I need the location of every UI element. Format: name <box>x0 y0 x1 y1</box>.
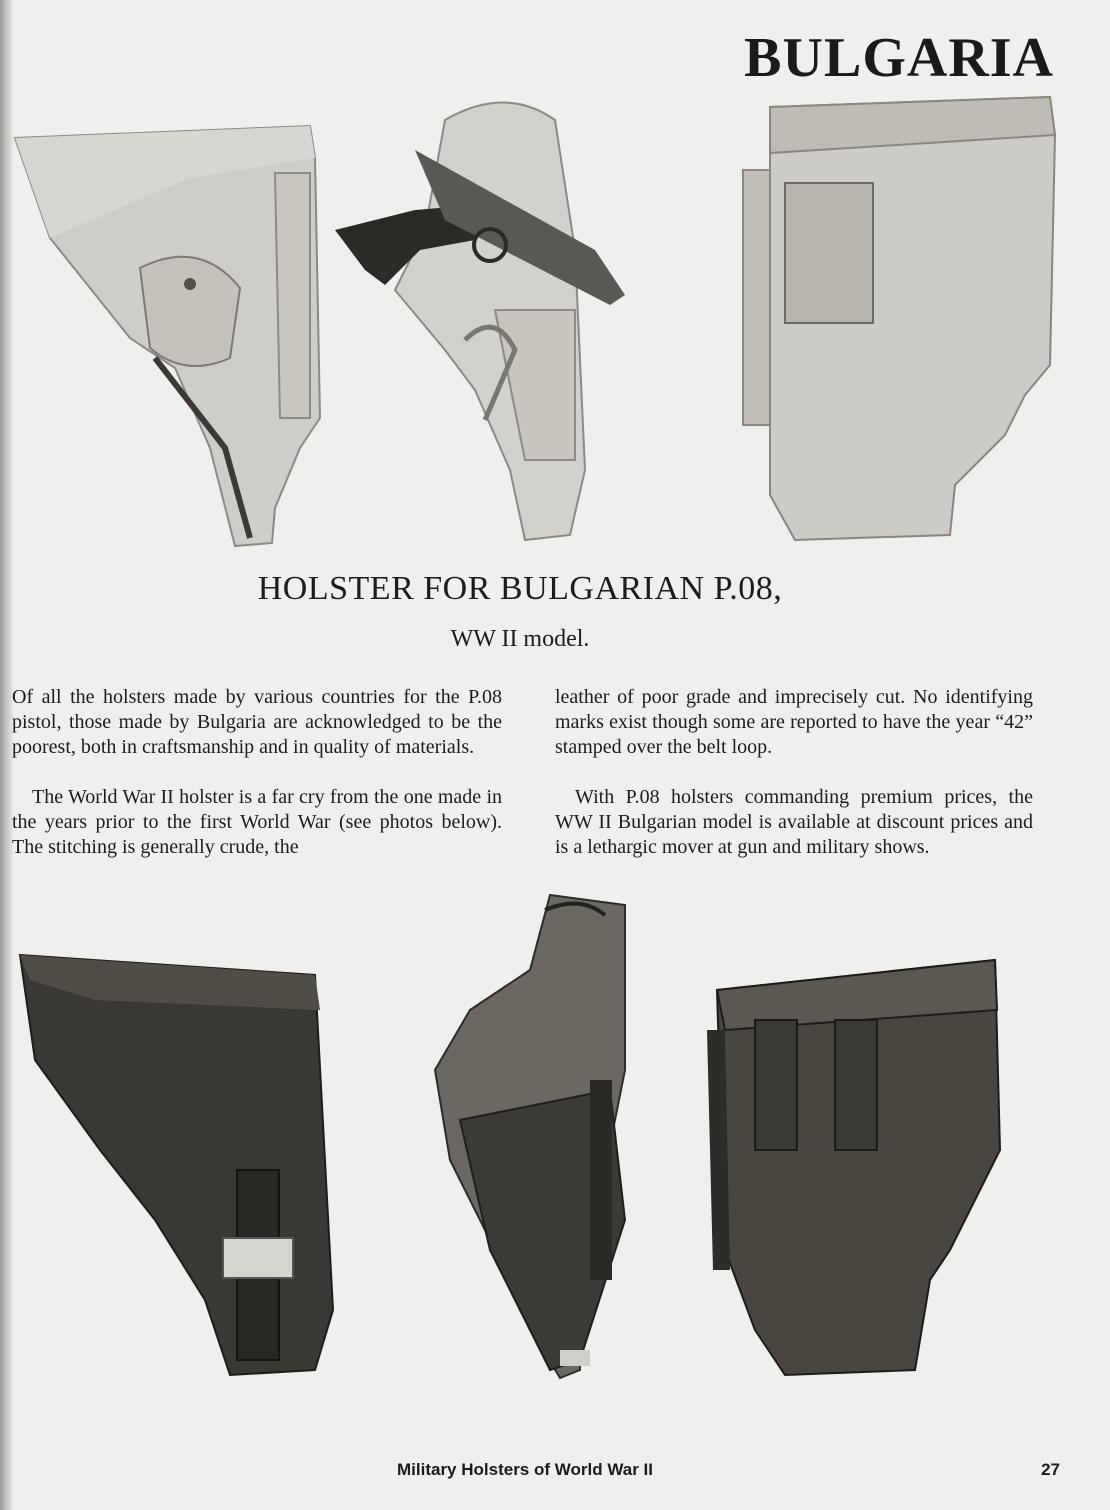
holster-photo-dark-back <box>705 950 1005 1390</box>
holster-photo-dark-open <box>430 890 640 1380</box>
holster-photo-with-pistol <box>325 90 645 550</box>
text-column-right <box>555 685 1033 885</box>
text-column-left <box>12 685 502 885</box>
section-title: HOLSTER FOR BULGARIAN P.08, <box>257 570 783 607</box>
paragraph: With P.08 holsters commanding premium prices, the WW II Bulgarian model is available at discount prices and is a lethargic mover at gun and military shows. <box>555 786 1033 858</box>
section-subtitle: WW II model. <box>450 626 590 652</box>
holster-photo-back-light <box>735 95 1060 545</box>
paragraph: The World War II holster is a far cry from the one made in the years prior to the first World War (see photos below). The stitching is generally crude, the <box>12 786 502 858</box>
holster-photo-dark-front <box>15 950 335 1380</box>
page-number: 27 <box>1041 1460 1060 1479</box>
paragraph: leather of poor grade and imprecisely cut. No identifying marks exist though some are reported to have the year “42” stamped over the belt loop. <box>555 686 1033 758</box>
holster-photo-front-light <box>10 118 330 548</box>
country-heading: BULGARIA <box>744 27 1054 89</box>
paragraph: Of all the holsters made by various countries for the P.08 pistol, those made by Bulgaria are acknowledged to be the poorest, both in craftsmanship and in quality of materials. <box>12 686 502 758</box>
footer-book-title: Military Holsters of World War II <box>397 1460 653 1479</box>
